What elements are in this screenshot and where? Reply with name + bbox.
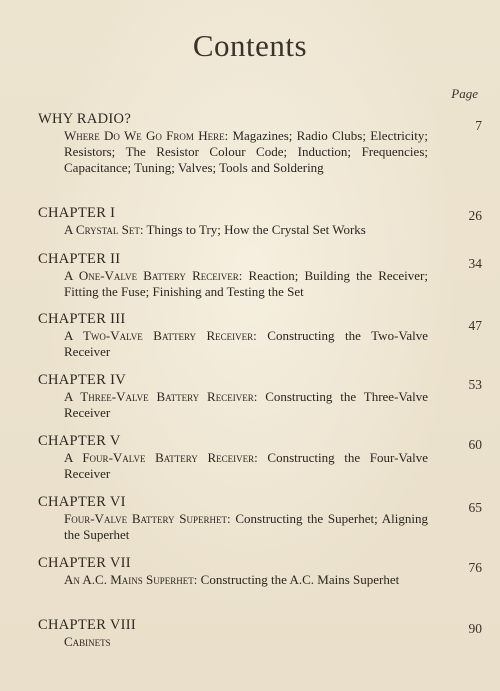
- toc-description: [64, 268, 428, 300]
- toc-entry-chapter-7: [38, 554, 482, 588]
- toc-entry-chapter-1: [38, 204, 482, 238]
- toc-heading: CHAPTER VII: [38, 555, 131, 571]
- toc-heading: WHY RADIO?: [38, 111, 132, 127]
- toc-page-number: 7: [475, 118, 482, 133]
- toc-entry-chapter-8: [38, 616, 482, 650]
- toc-description-rest: : Reaction; Building the Receiver; Fitting the Fuse; Finishing and Testing the Set: [64, 268, 428, 299]
- toc-page-number: 76: [468, 560, 482, 575]
- page-column-label: Page: [451, 86, 478, 101]
- toc-page-number: 47: [468, 318, 482, 333]
- toc-page-number: 26: [468, 208, 482, 223]
- toc-entry-chapter-6: [38, 493, 482, 543]
- toc-description-lead: A Two-Valve Battery Receiver: [64, 328, 254, 343]
- toc-heading: CHAPTER V: [38, 433, 121, 449]
- toc-heading: CHAPTER II: [38, 251, 121, 267]
- toc-description: [64, 128, 428, 175]
- toc-page-number: 60: [468, 437, 482, 452]
- toc-description: [64, 222, 428, 238]
- toc-description-rest: : Constructing the Two-Valve Receiver: [64, 328, 428, 359]
- page-title: Contents: [192, 28, 308, 63]
- toc-entry-why-radio: [38, 110, 482, 175]
- toc-description-lead: Cabinets: [64, 634, 111, 649]
- toc-description-lead: A One-Valve Battery Receiver: [64, 268, 239, 283]
- toc-description-rest: : Things to Try; How the Crystal Set Works: [139, 222, 366, 237]
- toc-description-lead: A Four-Valve Battery Receiver: [64, 450, 255, 465]
- toc-description: [64, 450, 428, 482]
- toc-entry-chapter-4: [38, 371, 482, 421]
- toc-description-rest: : Constructing the Three-Valve Receiver: [64, 389, 428, 420]
- toc-page-number: 65: [468, 500, 482, 515]
- toc-description: [64, 389, 428, 421]
- toc-heading: CHAPTER I: [38, 205, 116, 221]
- toc-heading: CHAPTER III: [38, 311, 126, 327]
- toc-description-lead: A Three-Valve Battery Receiver: [64, 389, 254, 404]
- toc-page-number: 34: [468, 256, 482, 271]
- toc-description-rest: : Constructing the A.C. Mains Superhet: [193, 572, 400, 587]
- toc-description: [64, 634, 428, 650]
- toc-entry-chapter-2: [38, 250, 482, 300]
- toc-page-number: 53: [468, 377, 482, 392]
- toc-description: [64, 328, 428, 360]
- toc-description-rest: : Magazines; Radio Clubs; Electricity; Resistors; The Resistor Colour Code; Induction; Frequencies; Capacitance; Tuning; Valves; Tools and Soldering: [64, 128, 428, 175]
- toc-description-lead: A Crystal Set: [64, 222, 140, 237]
- toc-description-lead: An A.C. Mains Superhet: [64, 572, 194, 587]
- toc-description-lead: Where Do We Go From Here: [64, 128, 225, 143]
- toc-heading: CHAPTER IV: [38, 372, 126, 388]
- toc-description-lead: Four-Valve Battery Superhet: [64, 511, 228, 526]
- toc-entry-chapter-5: [38, 432, 482, 482]
- toc-entry-chapter-3: [38, 310, 482, 360]
- toc-description-rest: : Constructing the Four-Valve Receiver: [64, 450, 428, 481]
- toc-description-rest: : Constructing the Superhet; Aligning the Superhet: [64, 511, 428, 542]
- toc-heading: CHAPTER VI: [38, 494, 126, 510]
- toc-page-number: 90: [468, 621, 482, 636]
- toc-description: [64, 511, 428, 543]
- toc-description: [64, 572, 428, 588]
- toc-heading: CHAPTER VIII: [38, 617, 136, 633]
